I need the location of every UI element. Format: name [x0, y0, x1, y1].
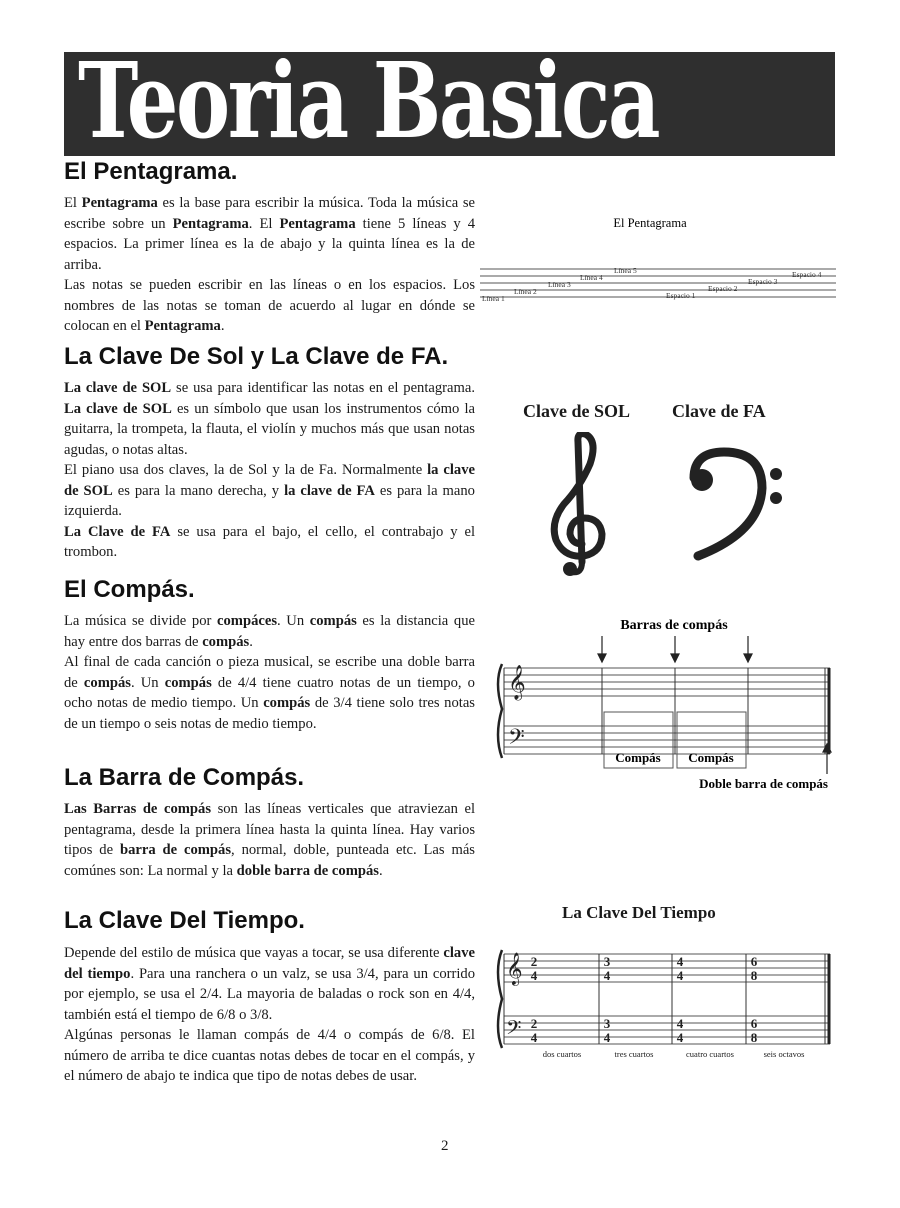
text-run: es para la mano izquierda.	[64, 482, 475, 519]
ts-1-label: dos cuartos	[542, 1049, 582, 1059]
text-run: tiene 5 líneas y 4 espacios. La primer línea es la de abajo y la quinta línea es la de arriba.	[64, 215, 475, 273]
paragraph-text	[64, 1025, 475, 1087]
text-run: El piano usa dos claves, la de Sol y la de Fa. Normalmente	[64, 462, 428, 478]
line-label-2: Línea 2	[514, 287, 537, 296]
bold-term: la clave de FA	[284, 482, 375, 499]
text-run: es un símbolo que usan los instrumentos cómo la guitarra, la trompeta, la flauta, el violín y muchos más que usan notas agudas, o notas altas.	[64, 400, 475, 458]
ts-2-top-treble: 3	[603, 954, 611, 969]
bold-term: compás	[263, 695, 311, 711]
bold-term: compás	[202, 633, 250, 650]
bold-term: compáces	[217, 613, 277, 629]
text-run: .	[378, 862, 383, 879]
bold-term: Pentagrama	[279, 215, 356, 232]
paragraph-compas	[64, 611, 475, 734]
bold-term: compás	[164, 674, 212, 691]
paragraph-text	[64, 378, 475, 460]
bold-term: La clave de SOL	[64, 400, 172, 417]
ts-3-bottom-treble: 4	[676, 968, 684, 983]
ts-1-top-treble: 2	[530, 954, 538, 969]
text-run: .	[220, 318, 225, 334]
ts-1-bottom-treble: 4	[530, 968, 538, 983]
svg-text:𝄢: 𝄢	[506, 1018, 522, 1044]
paragraph-text	[64, 611, 475, 652]
ts-3-bottom-bass: 4	[676, 1030, 684, 1045]
bold-term: Las Barras de compás	[64, 801, 212, 817]
space-label-4: Espacio 4	[792, 270, 822, 279]
bold-term: La Clave de FA	[64, 523, 171, 540]
paragraph-tiempo	[64, 943, 475, 1087]
bold-term: clave del tiempo	[64, 945, 475, 982]
text-run: . Un	[130, 674, 165, 691]
measure-label-1: Compás	[615, 750, 661, 765]
bold-term: la clave de SOL	[64, 462, 475, 499]
double-bar-label: Doble barra de compás	[699, 776, 828, 791]
heading-tiempo: La Clave Del Tiempo.	[64, 907, 305, 934]
heading-compas: El Compás.	[64, 576, 195, 603]
treble-clef-icon	[540, 432, 620, 582]
time-signature-diagram	[494, 940, 840, 1065]
text-run: Al final de cada canción o pieza musical, se escribe una doble barra de	[64, 654, 475, 691]
ts-4-bottom-bass: 8	[750, 1030, 758, 1045]
staff-caption: El Pentagrama	[613, 216, 687, 230]
bold-term: compás	[309, 613, 357, 629]
bold-term: Pentagrama	[172, 215, 249, 232]
text-run: son las líneas verticales que atraviezan el pentagrama, desde la primera línea hasta la quinta línea. Hay varios tipos de	[64, 801, 475, 858]
line-label-4: Línea 4	[580, 273, 603, 282]
ts-4-bottom-treble: 8	[750, 968, 758, 983]
paragraph-text	[64, 275, 475, 337]
bold-term: Pentagrama	[144, 318, 221, 334]
ts-3-top-treble: 4	[676, 954, 684, 969]
paragraph-claves	[64, 378, 475, 563]
space-label-3: Espacio 3	[748, 277, 778, 286]
paragraph-pentagrama	[64, 193, 475, 337]
text-run: Algúnas personas le llaman compás de 4/4 o compás de 6/8. El número de arriba te dice cuantas notas debes de tocar en el compás, y el número de abajo te indica que tipo de notas debes de usar.	[64, 1027, 475, 1084]
text-run: .	[249, 633, 253, 650]
text-run: es la base para escribir la música. Toda la música se escribe sobre un	[64, 195, 476, 232]
line-label-3: Línea 3	[548, 280, 571, 289]
text-run: . El	[248, 215, 280, 232]
space-label-2: Espacio 2	[708, 284, 738, 293]
ts-4-label: seis octavos	[763, 1049, 805, 1059]
text-run: Las notas se pueden escribir en las líneas o en los espacios. Los nombres de las notas se toman de acuerdo al lugar en dónde se colocan en el	[64, 277, 475, 334]
paragraph-text	[64, 522, 475, 563]
paragraph-text	[64, 460, 475, 522]
text-run: se usa para el bajo, el cello, el contrabajo y el trombon.	[64, 523, 475, 560]
measure-diagram	[494, 612, 840, 798]
title-banner	[64, 39, 835, 162]
bold-term: doble barra de compás	[236, 862, 379, 879]
text-run: se usa para identificar las notas en el pentagrama.	[171, 380, 475, 396]
ts-4-top-treble: 6	[750, 954, 758, 969]
svg-text:𝄢: 𝄢	[508, 725, 525, 754]
heading-pentagrama: El Pentagrama.	[64, 158, 238, 185]
bold-term: compás	[83, 674, 131, 691]
ts-4-top-bass: 6	[750, 1016, 758, 1031]
ts-2-bottom-bass: 4	[603, 1030, 611, 1045]
ts-1-bottom-bass: 4	[530, 1030, 538, 1045]
paragraph-barra	[64, 799, 475, 881]
time-signature-caption: La Clave Del Tiempo	[562, 903, 716, 922]
page-title: Teoria Basica	[78, 39, 659, 162]
line-label-1: Línea 1	[482, 294, 505, 303]
bass-clef-label: Clave de FA	[672, 401, 766, 421]
heading-claves: La Clave De Sol y La Clave de FA.	[64, 343, 449, 370]
line-label-5: Línea 5	[614, 266, 637, 275]
text-run: Depende del estilo de música que vayas a tocar, se usa diferente	[64, 945, 444, 961]
text-run: El	[64, 195, 82, 211]
ts-3-top-bass: 4	[676, 1016, 684, 1031]
ts-1-top-bass: 2	[530, 1016, 538, 1031]
paragraph-text	[64, 799, 475, 881]
heading-barra: La Barra de Compás.	[64, 764, 305, 791]
ts-2-label: tres cuartos	[614, 1049, 654, 1059]
ts-2-top-bass: 3	[603, 1016, 611, 1031]
text-run: de 3/4 tiene solo tres notas de un tiempo o seis notas de medio tiempo.	[64, 695, 475, 732]
staff-diagram	[480, 210, 840, 310]
text-run: . Un	[277, 613, 310, 629]
bold-term: Pentagrama	[81, 195, 158, 211]
measure-label-2: Compás	[688, 750, 734, 765]
barlines-label: Barras de compás	[620, 618, 728, 633]
text-run: de 4/4 tiene cuatro notas de un tiempo, o ocho notas de medio tiempo. Un	[64, 674, 475, 711]
ts-2-bottom-treble: 4	[603, 968, 611, 983]
space-label-1: Espacio 1	[666, 291, 696, 300]
text-run: es la distancia que hay entre dos barras de	[64, 613, 475, 650]
treble-clef-label: Clave de SOL	[523, 401, 631, 421]
svg-text:𝄞: 𝄞	[506, 954, 523, 985]
bold-term: La clave de SOL	[64, 380, 172, 396]
bold-term: barra de compás	[119, 842, 232, 858]
paragraph-text	[64, 652, 475, 734]
text-run: La música se divide por	[64, 613, 218, 629]
svg-text:𝄞: 𝄞	[508, 666, 526, 699]
text-run: , normal, doble, punteada etc. Las más comúnes son: La normal y la	[64, 842, 475, 879]
text-run: es para la mano derecha, y	[112, 482, 285, 499]
paragraph-text	[64, 193, 475, 275]
text-run: . Para una ranchera o un valz, se usa 3/4, para un corrido por ejemplo, se usa el 2/4. La mayoria de baladas o rock son en 4/4, también está el tiempo de 6/8 o 3/8.	[64, 965, 475, 1023]
paragraph-text	[64, 943, 475, 1025]
ts-3-label: cuatro cuartos	[686, 1049, 734, 1059]
page-number: 2	[441, 1138, 449, 1154]
bass-clef-icon	[684, 446, 794, 566]
